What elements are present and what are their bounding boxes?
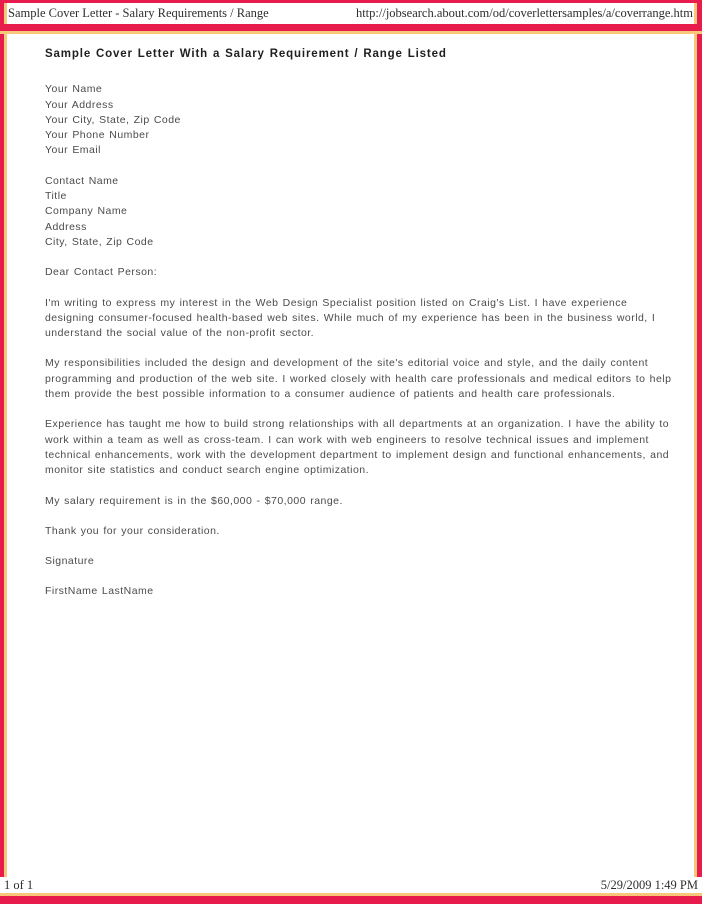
sender-line: Your Name (45, 83, 103, 96)
header-rule-inner-line (0, 31, 702, 34)
sender-line: Your City, State, Zip Code (45, 113, 181, 126)
sender-block (45, 82, 673, 158)
signature-label: Signature (45, 555, 95, 568)
frame-left-inner-line (4, 3, 7, 877)
paragraph-1: I'm writing to express my interest in the Web Design Specialist position listed on Craig's List. I have experience designing consumer-focused health-based web sites. While much of my experience has been in the business world, I understand the social value of the non-profit sector. (45, 296, 656, 340)
header-rule (0, 24, 702, 31)
print-header-url: http://jobsearch.about.com/od/coverlettersamples/a/coverrange.htm (355, 6, 693, 20)
typed-name: FirstName LastName (45, 585, 154, 598)
salutation: Dear Contact Person: (45, 266, 158, 279)
recipient-line: Address (45, 220, 87, 233)
print-header-title: Sample Cover Letter - Salary Requirements / Range (8, 6, 269, 20)
thanks-line: Thank you for your consideration. (45, 524, 220, 537)
frame-top-edge (0, 0, 702, 3)
sender-line: Your Email (45, 144, 101, 157)
frame-right-edge (697, 0, 702, 877)
recipient-line: Title (45, 190, 67, 203)
recipient-block (45, 174, 673, 250)
sender-line: Your Address (45, 98, 114, 111)
paragraph-2: My responsibilities included the design and development of the site's editorial voice and style, and the daily content programming and production of the web site. I worked closely with health care professionals and medical editors to help them provide the best possible information to a consumer audience of patients and health care professionals. (45, 357, 672, 401)
print-header (8, 4, 693, 22)
paragraph-3: Experience has taught me how to build strong relationships with all departments at an organization. I have the ability to work within a team as well as cross-team. I can work with web engineers to resolve technical issues and implement technical enhancements, work with the development department to implement design and functional enhancements, and monitor site statistics and conduct search engine optimization. (45, 418, 670, 477)
page-number: 1 of 1 (4, 878, 34, 892)
frame-right-inner-line (694, 3, 697, 877)
print-timestamp: 5/29/2009 1:49 PM (600, 878, 698, 892)
recipient-line: City, State, Zip Code (45, 235, 154, 248)
recipient-line: Company Name (45, 205, 128, 218)
letter-title: Sample Cover Letter With a Salary Requirement / Range Listed (45, 48, 447, 60)
sender-line: Your Phone Number (45, 129, 150, 142)
letter-content (45, 44, 673, 615)
recipient-line: Contact Name (45, 174, 119, 187)
frame-bottom-edge (0, 896, 702, 904)
salary-line: My salary requirement is in the $60,000 - $70,000 range. (45, 494, 343, 507)
print-footer (4, 878, 698, 892)
